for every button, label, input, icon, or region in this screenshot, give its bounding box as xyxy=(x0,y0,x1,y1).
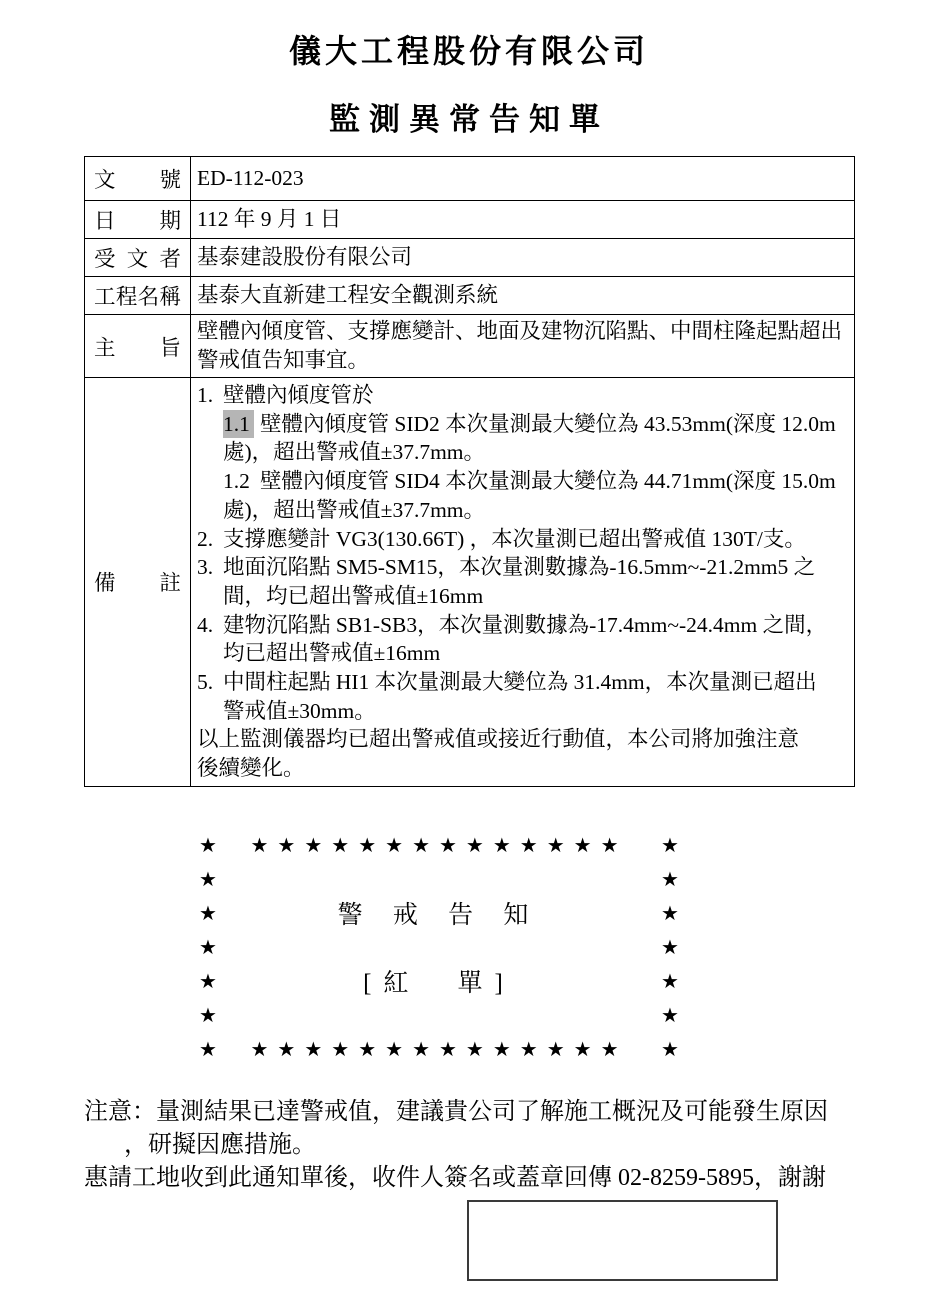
note-number: 5. xyxy=(197,670,214,695)
star-icons-row: ★★★★★★★★★★★★★★ xyxy=(250,832,628,857)
subject-value: 壁體內傾度管、支撐應變計、地面及建物沉陷點、中間柱隆起點超出警戒值告知事宜。 xyxy=(191,315,855,378)
alert-text: 警 戒 告 知 xyxy=(337,901,541,929)
note-text: 處)，超出警戒值±37.7mm。 xyxy=(223,497,486,522)
star-row xyxy=(196,964,682,998)
date-value: 112 年 9 月 1 日 xyxy=(191,201,855,239)
alert-star-box xyxy=(196,828,682,1066)
star-border-line xyxy=(220,1037,658,1061)
table-row xyxy=(85,277,855,315)
note-line xyxy=(197,582,848,611)
star-icon: ★ xyxy=(661,900,679,925)
alert-text: [紅 單] xyxy=(363,969,515,997)
star-border-line xyxy=(220,833,658,857)
footer-line: 注意：量測結果已達警戒值，建議貴公司了解施工概況及可能發生原因 xyxy=(84,1098,828,1125)
star-icon: ★ xyxy=(199,1036,217,1061)
footer-notes xyxy=(84,1096,874,1195)
note-line xyxy=(197,611,848,640)
alert-title xyxy=(220,895,658,931)
note-number: 1. xyxy=(197,383,214,407)
doc-number-label: 文號 xyxy=(85,157,191,201)
note-line xyxy=(197,381,848,410)
note-text: 支撐應變計 VG3(130.66T) ，本次量測已超出警戒值 130T/支。 xyxy=(223,526,806,551)
note-line xyxy=(197,725,848,754)
note-number: 3. xyxy=(197,555,214,580)
note-line xyxy=(197,639,848,668)
info-table xyxy=(84,156,855,787)
note-line xyxy=(197,697,848,726)
note-subnumber-highlighted: 1.1 xyxy=(223,410,254,439)
project-name-value: 基泰大直新建工程安全觀測系統 xyxy=(191,277,855,315)
alert-tag xyxy=(220,963,658,999)
note-line xyxy=(197,438,848,467)
star-icon: ★ xyxy=(661,934,679,959)
star-icon: ★ xyxy=(661,968,679,993)
table-row xyxy=(85,157,855,201)
note-line xyxy=(197,553,848,582)
note-line xyxy=(197,668,848,697)
star-icon: ★ xyxy=(661,1036,679,1061)
star-icon: ★ xyxy=(199,866,217,891)
note-line xyxy=(197,754,848,783)
note-text: 地面沉陷點 SM5-SM15，本次量測數據為-16.5mm~-21.2mm5 之 xyxy=(223,555,816,580)
notes-list xyxy=(197,380,848,784)
note-text: 壁體內傾度管 SID2 本次量測最大變位為 43.53mm(深度 12.0m xyxy=(260,411,836,436)
note-text: 間，均已超出警戒值±16mm xyxy=(223,583,484,608)
note-line xyxy=(197,496,848,525)
note-text: 建物沉陷點 SB1-SB3，本次量測數據為-17.4mm~-24.4mm 之間， xyxy=(223,612,828,637)
footer-line: ，研擬因應措施。 xyxy=(124,1131,316,1158)
star-icon: ★ xyxy=(199,900,217,925)
doc-number-value: ED-112-023 xyxy=(191,157,855,201)
note-number: 2. xyxy=(197,526,214,551)
recipient-label: 受文者 xyxy=(85,239,191,277)
star-row xyxy=(196,862,682,896)
star-icon: ★ xyxy=(199,832,217,857)
company-title: 儀大工程股份有限公司 xyxy=(288,33,649,69)
note-text: 壁體內傾度管 SID4 本次量測最大變位為 44.71mm(深度 15.0m xyxy=(260,469,836,494)
notes-value xyxy=(191,378,855,787)
subject-label: 主旨 xyxy=(85,315,191,378)
table-row xyxy=(85,378,855,787)
star-row xyxy=(196,930,682,964)
note-text: 中間柱起點 HI1 本次量測最大變位為 31.4mm，本次量測已超出 xyxy=(223,670,817,695)
project-name-label: 工程名稱 xyxy=(85,277,191,315)
form-title: 監測異常告知單 xyxy=(329,102,609,137)
note-line xyxy=(197,467,848,496)
recipient-value: 基泰建設股份有限公司 xyxy=(191,239,855,277)
note-text: 警戒值±30mm。 xyxy=(223,698,376,723)
note-line xyxy=(197,410,848,439)
date-label: 日期 xyxy=(85,201,191,239)
star-row xyxy=(196,1032,682,1066)
note-text: 處)，超出警戒值±37.7mm。 xyxy=(223,440,486,465)
note-text: 後續變化。 xyxy=(197,756,305,781)
notes-label: 備註 xyxy=(85,378,191,787)
note-text: 壁體內傾度管於 xyxy=(223,383,374,407)
note-text: 以上監測儀器均已超出警戒值或接近行動值，本公司將加強注意 xyxy=(197,727,800,752)
star-icon: ★ xyxy=(661,832,679,857)
star-icon: ★ xyxy=(661,866,679,891)
table-row xyxy=(85,239,855,277)
star-row xyxy=(196,896,682,930)
star-icons-row: ★★★★★★★★★★★★★★ xyxy=(250,1036,628,1061)
star-icon: ★ xyxy=(199,1002,217,1027)
document-page xyxy=(0,26,938,1300)
note-line xyxy=(197,525,848,554)
star-row xyxy=(196,998,682,1032)
note-number: 4. xyxy=(197,612,214,637)
table-row xyxy=(85,201,855,239)
signature-stamp-box xyxy=(467,1200,778,1281)
note-text: 均已超出警戒值±16mm xyxy=(223,641,441,666)
star-icon: ★ xyxy=(199,934,217,959)
star-icon: ★ xyxy=(661,1002,679,1027)
star-icon: ★ xyxy=(199,968,217,993)
note-subnumber: 1.2 xyxy=(223,469,250,494)
table-row xyxy=(85,315,855,378)
footer-line: 惠請工地收到此通知單後，收件人簽名或蓋章回傳 02-8259-5895，謝謝 xyxy=(84,1164,826,1191)
star-row xyxy=(196,828,682,862)
